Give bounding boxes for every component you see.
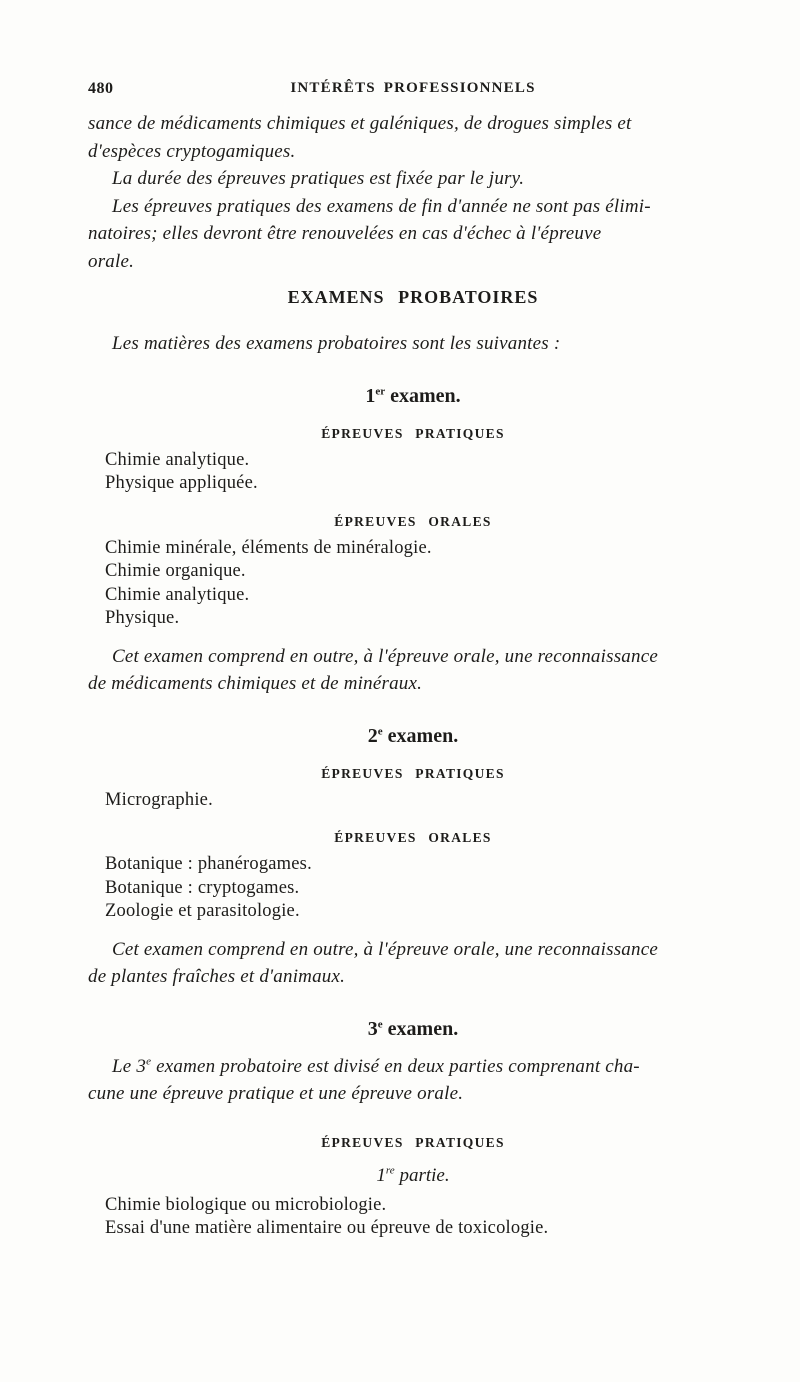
superscript: e: [377, 1017, 383, 1030]
text-line: orale.: [88, 250, 135, 272]
text-segment: examen probatoire est divisé en deux parties comprenant cha-: [151, 1055, 640, 1077]
text-line: Cet examen comprend en outre, à l'épreuve orale, une reconnaissance: [112, 938, 658, 960]
page-header: [88, 80, 738, 102]
subheading: ÉPREUVES ORALES: [334, 513, 492, 529]
subheading: ÉPREUVES PRATIQUES: [321, 1134, 505, 1150]
text-line: [88, 1053, 738, 1081]
paragraph: [88, 193, 738, 276]
superscript: e: [146, 1055, 152, 1068]
list-item: Micrographie.: [105, 789, 213, 810]
text-line: de plantes fraîches et d'animaux.: [88, 966, 346, 987]
subheading: ÉPREUVES ORALES: [334, 830, 492, 845]
paragraph: [88, 1053, 738, 1108]
list-item: Physique.: [105, 608, 180, 628]
text-line: Les matières des examens probatoires sont les suivantes :: [112, 333, 561, 354]
superscript: re: [385, 1164, 395, 1177]
subject-list: [105, 789, 738, 813]
exam-title: [88, 1017, 738, 1041]
list-item: Chimie organique.: [105, 561, 246, 581]
page-number: 480: [88, 80, 114, 97]
running-title: INTÉRÊTS PROFESSIONNELS: [290, 80, 536, 96]
paragraph: [88, 330, 738, 358]
page-content: [88, 110, 738, 1241]
paragraph: [88, 936, 738, 991]
list-item: Zoologie et parasitologie.: [105, 901, 300, 921]
text-line: La durée des épreuves pratiques est fixée par le jury.: [112, 168, 525, 189]
list-item: Chimie biologique ou microbiologie.: [105, 1194, 387, 1215]
title-segment: examen.: [385, 384, 461, 407]
title-segment: 1: [365, 384, 376, 407]
paragraph: [88, 643, 738, 698]
subheading: ÉPREUVES PRATIQUES: [321, 765, 505, 781]
title-segment: 3: [367, 1017, 378, 1040]
subject-list: [105, 449, 738, 496]
title-segment: examen.: [382, 1017, 459, 1040]
exam-title: [88, 384, 738, 408]
title-segment: examen.: [382, 724, 459, 747]
text-line: Cet examen comprend en outre, à l'épreuve orale, une reconnaissance: [112, 645, 658, 667]
subheading: ÉPREUVES PRATIQUES: [321, 425, 505, 441]
paragraph: [88, 110, 738, 165]
list-item: Chimie minérale, éléments de minéralogie.: [105, 537, 432, 558]
subject-list: [105, 537, 738, 631]
text-line: sance de médicaments chimiques et galéniques, de drogues simples et: [88, 113, 632, 134]
paragraph: [88, 165, 738, 193]
exam-title: [88, 724, 738, 748]
list-item: Botanique : cryptogames.: [105, 877, 300, 898]
text-line: natoires; elles devront être renouvelées en cas d'échec à l'épreuve: [88, 223, 602, 244]
list-item: Chimie analytique.: [105, 449, 250, 470]
text-line: cune une épreuve pratique et une épreuve orale.: [88, 1083, 464, 1104]
title-segment: 2: [367, 724, 378, 747]
list-item: Physique appliquée.: [105, 473, 258, 493]
section-title: EXAMENS PROBATOIRES: [287, 287, 539, 307]
list-item: Botanique : phanérogames.: [105, 854, 312, 874]
superscript: e: [377, 724, 383, 737]
text-line: de médicaments chimiques et de minéraux.: [88, 673, 423, 694]
subject-list: [105, 853, 738, 924]
title-segment: partie.: [394, 1164, 450, 1186]
title-segment: 1: [376, 1164, 386, 1186]
list-item: Essai d'une matière alimentaire ou épreuve de toxicologie.: [105, 1218, 549, 1238]
part-title: [88, 1164, 738, 1188]
subject-list: [105, 1194, 738, 1241]
text-segment: Le 3: [112, 1055, 147, 1077]
text-line: Les épreuves pratiques des examens de fin d'année ne sont pas élimi-: [112, 195, 651, 217]
superscript: er: [375, 384, 386, 397]
text-line: d'espèces cryptogamiques.: [88, 140, 296, 162]
list-item: Chimie analytique.: [105, 584, 250, 605]
